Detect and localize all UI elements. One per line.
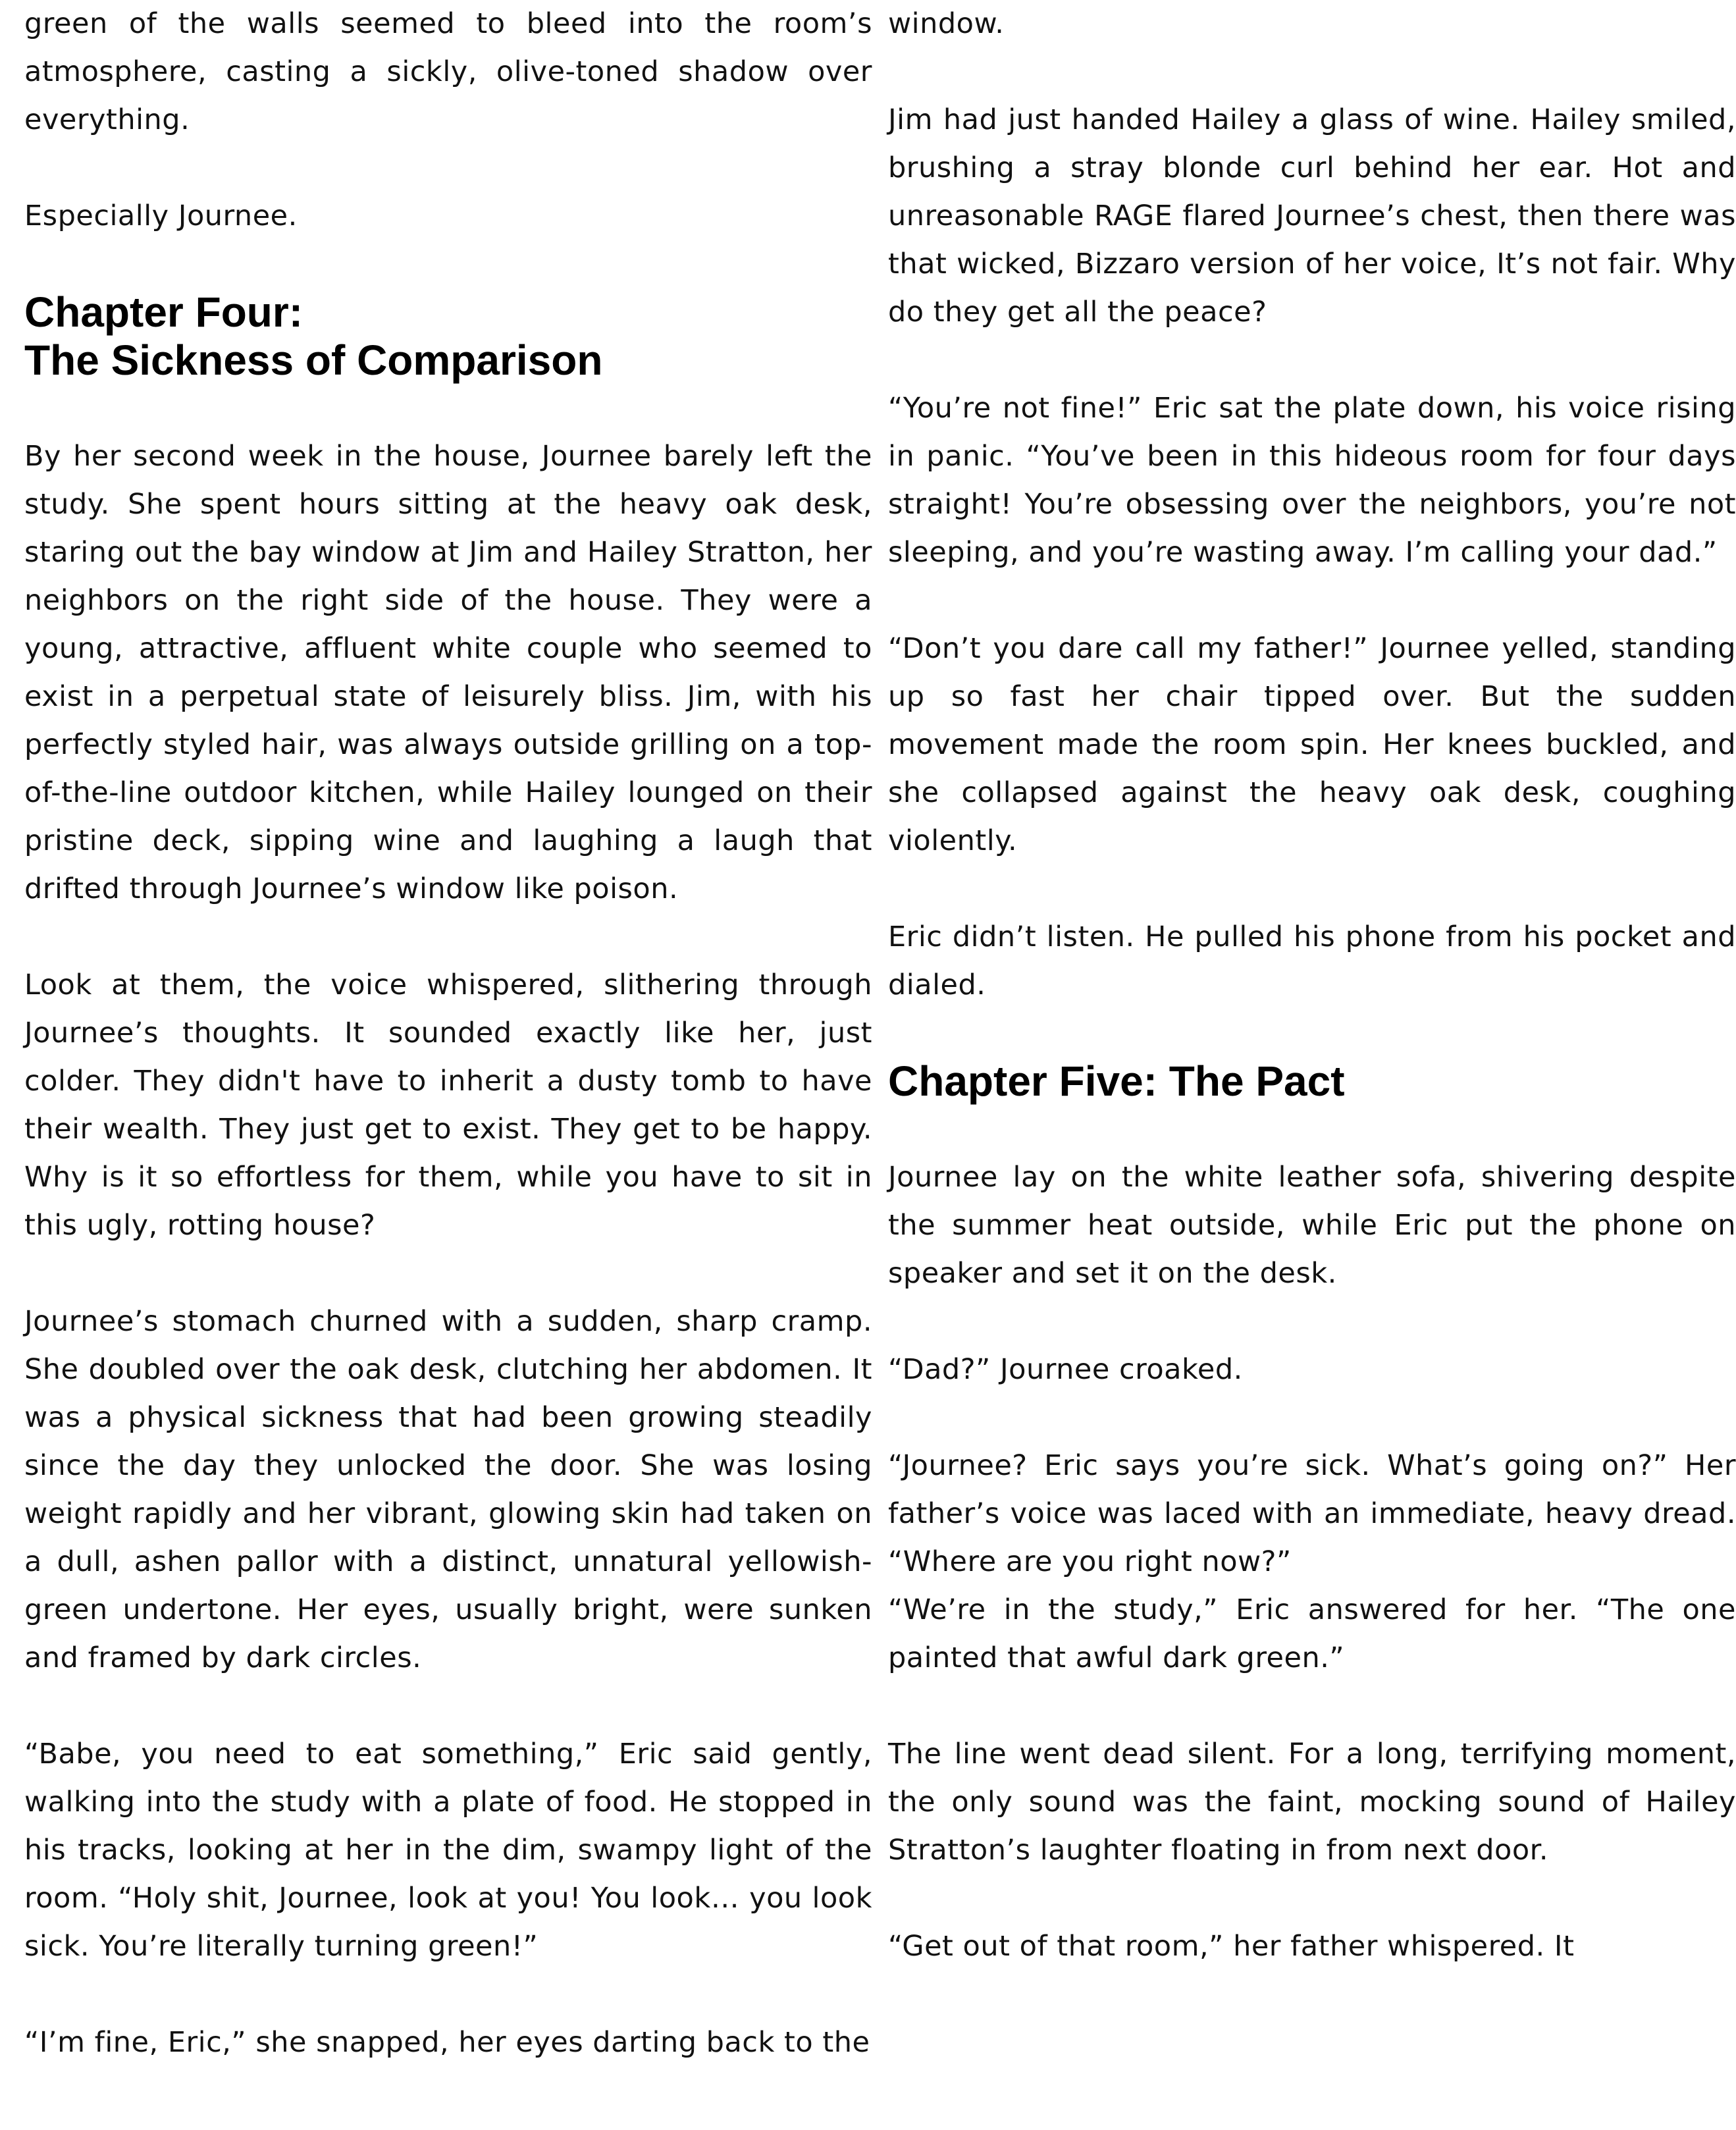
paragraph: “You’re not fine!” Eric sat the plate down, his voice rising in panic. “You’ve been in this hideous room for four days straight! You’re obsessing over the neighbors, you’re not sleeping, and you’re wasting away. I’m calling your dad.” (888, 392, 1736, 569)
paragraph: “Get out of that room,” her father whispered. It (888, 1930, 1575, 1963)
paragraph: Eric didn’t listen. He pulled his phone from his pocket and dialed. (888, 920, 1736, 1001)
chapter-five-heading: Chapter Five: The Pact (888, 1057, 1345, 1105)
paragraph: Journee lay on the white leather sofa, shivering despite the summer heat outside, while Eric put the phone on speaker and set it on the desk. (888, 1161, 1736, 1290)
paragraph: green of the walls seemed to bleed into the room’s atmosphere, casting a sickly, olive-toned shadow over everything. (24, 7, 872, 136)
paragraph: The line went dead silent. For a long, terrifying moment, the only sound was the faint, mocking sound of Hailey Stratton’s laughter floating in from next door. (888, 1738, 1736, 1867)
chapter-four-heading-line2: The Sickness of Comparison (24, 336, 603, 384)
left-column (24, 0, 872, 2115)
paragraph: “I’m fine, Eric,” she snapped, her eyes darting back to the (24, 2026, 870, 2059)
paragraph: “Don’t you dare call my father!” Journee yelled, standing up so fast her chair tipped over. But the sudden movement made the room spin. Her knees buckled, and she collapsed against the heavy oak desk, coughing violently. (888, 632, 1736, 857)
paragraph: Journee’s stomach churned with a sudden, sharp cramp. She doubled over the oak desk, clutching her abdomen. It was a physical sickness that had been growing steadily since the day they unlocked the door. She was losing weight rapidly and her vibrant, glowing skin had taken on a dull, ashen pallor with a distinct, unnatural yellowish-green undertone. Her eyes, usually bright, were sunken and framed by dark circles. (24, 1305, 872, 1674)
paragraph: By her second week in the house, Journee barely left the study. She spent hours sitting at the heavy oak desk, staring out the bay window at Jim and Hailey Stratton, her neighbors on the right side of the house. They were a young, attractive, affluent white couple who seemed to exist in a perpetual state of leisurely bliss. Jim, with his perfectly styled hair, was always outside grilling on a top-of-the-line outdoor kitchen, while Hailey lounged on their pristine deck, sipping wine and laughing a laugh that drifted through Journee’s window like poison. (24, 440, 872, 905)
paragraph: “We’re in the study,” Eric answered for her. “The one painted that awful dark green.” (888, 1593, 1736, 1674)
paragraph: “Journee? Eric says you’re sick. What’s going on?” Her father’s voice was laced with an immediate, heavy dread. “Where are you right now?” (888, 1449, 1736, 1578)
chapter-four-heading (24, 288, 872, 385)
paragraph: window. (888, 7, 1005, 40)
paragraph: “Babe, you need to eat something,” Eric said gently, walking into the study with a plate of food. He stopped in his tracks, looking at her in the dim, swampy light of the room. “Holy shit, Journee, look at you! You look… you look sick. You’re literally turning green!” (24, 1738, 872, 1963)
paragraph: “Dad?” Journee croaked. (888, 1353, 1243, 1386)
paragraph: Especially Journee. (24, 200, 298, 232)
chapter-four-heading-line1: Chapter Four: (24, 288, 303, 336)
paragraph: Look at them, the voice whispered, slithering through Journee’s thoughts. It sounded exactly like her, just colder. They didn't have to inherit a dusty tomb to have their wealth. They just get to exist. They get to be happy. Why is it so effortless for them, while you have to sit in this ugly, rotting house? (24, 969, 872, 1242)
right-column (888, 0, 1736, 2019)
paragraph: Jim had just handed Hailey a glass of wine. Hailey smiled, brushing a stray blonde curl behind her ear. Hot and unreasonable RAGE flared Journee’s chest, then there was that wicked, Bizzaro version of her voice, It’s not fair. Why do they get all the peace? (888, 103, 1736, 329)
